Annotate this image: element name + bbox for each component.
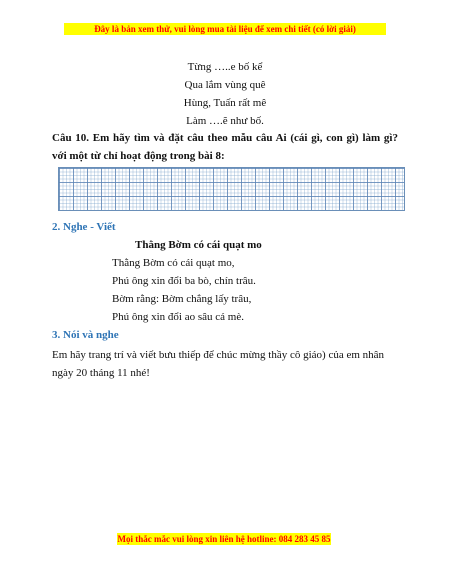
poem-line-4: Làm ….ẽ như bố. — [186, 115, 264, 127]
hotline-footer: Mọi thắc mắc vui lòng xin liên hệ hotline: 084 283 45 85 — [117, 534, 331, 544]
poem-line-2: Qua lắm vùng quê — [184, 79, 266, 91]
section-3-heading: 3. Nói và nghe — [52, 329, 119, 341]
dictation-line-3: Bờm rằng: Bờm chẳng lấy trâu, — [112, 293, 252, 305]
poem-line-1: Từng …..e bố kể — [187, 61, 263, 73]
dictation-line-1: Thằng Bờm có cái quạt mo, — [112, 257, 235, 269]
question-10: Câu 10. Em hãy tìm và đặt câu theo mẫu câu Ai (cái gì, con gì) làm gì? với một từ chỉ hoạt động trong bài 8: — [52, 132, 398, 162]
writing-grid — [58, 167, 405, 211]
poem-line-3: Hùng, Tuấn rất mê — [183, 97, 267, 109]
section-2-heading: 2. Nghe - Viết — [52, 221, 116, 233]
dictation-line-4: Phú ông xin đổi ao sâu cá mè. — [112, 311, 244, 323]
dictation-title: Thằng Bờm có cái quạt mo — [135, 239, 262, 251]
preview-banner: Đây là bản xem thử, vui lòng mua tài liệu để xem chi tiết (có lời giải) — [64, 23, 386, 35]
dictation-line-2: Phú ông xin đổi ba bò, chín trâu. — [112, 275, 256, 287]
section-3-prompt: Em hãy trang trí và viết bưu thiếp để chúc mừng thầy cô giáo) của em nhân ngày 20 tháng 11 nhé! — [52, 349, 385, 379]
